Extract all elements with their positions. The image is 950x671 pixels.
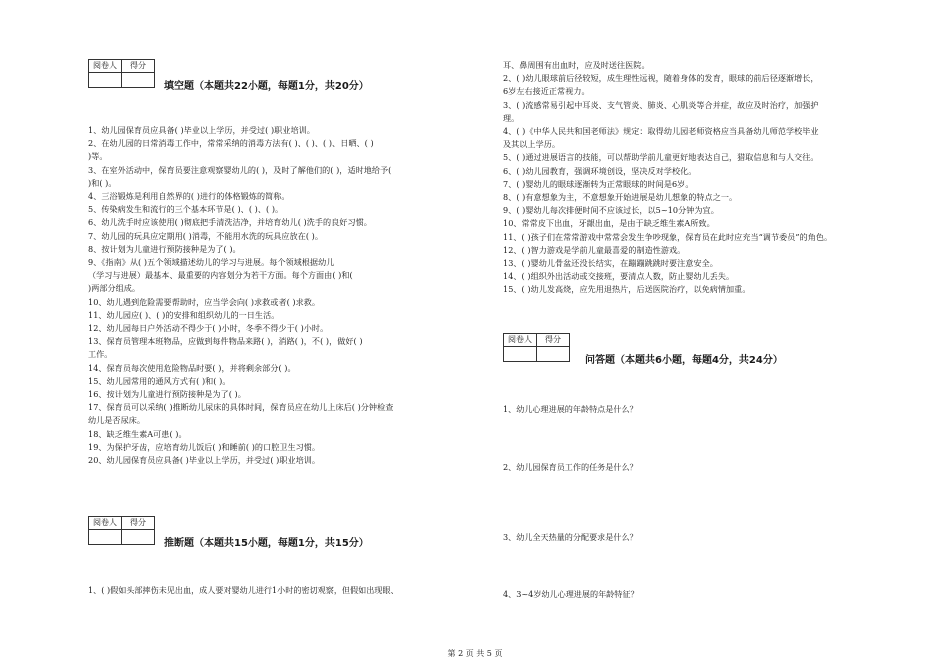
question-line: 工作。 (88, 349, 113, 360)
score-cell (122, 73, 155, 88)
page-footer: 第 2 页 共 5 页 (447, 649, 503, 658)
reviewer-label: 阅卷人 (504, 334, 537, 347)
qa-question: 3、幼儿全天热量的分配要求是什么？ (503, 532, 638, 542)
question-line: 12、( )智力游戏是学前儿童最喜爱的制造性游戏。 (503, 244, 686, 255)
fill-section-title: 填空题（本题共22小题，每题1分，共20分） (164, 81, 369, 92)
question-line: )两部分组成。 (88, 283, 141, 294)
judge-question-list (503, 59, 832, 297)
question-line: 2、在幼儿园的日常消毒工作中，常常采纳的消毒方法有( )、( )、( )、日晒、( ) (88, 138, 374, 149)
question-line: 13、保育员管理本班物品，应做到每件物品来路( )，消路( )，不( )，做好( ) (88, 336, 363, 347)
question-line: 幼儿是否尿床。 (88, 415, 146, 426)
question-line: 9、《指南》从( )五个领域描述幼儿的学习与进展。每个领域根据幼儿 (88, 257, 335, 268)
question-line: 6、幼儿洗手时应该使用( )彻底把手清洗洁净，并培育幼儿( )洗手的良好习惯。 (88, 217, 372, 228)
question-line: 11、( )孩子们在常常游戏中常常会发生争吵现象，保育员在此时应充当“调节委员”的角色。 (503, 231, 833, 242)
qa-question: 2、幼儿园保育员工作的任务是什么？ (503, 462, 638, 472)
question-line: 10、幼儿遇到危险需要帮助时，应当学会向( )求救或者( )求救。 (88, 296, 321, 307)
question-line: （学习与进展）最基本、最重要的内容划分为若干方面。每个方面由( )和( (88, 270, 353, 281)
question-line: 18、缺乏维生素A可患( )。 (88, 428, 187, 439)
question-line: 3、在室外活动中，保育员要注意观察婴幼儿的( )，及时了解他们的( )，适时地给予( (88, 164, 392, 175)
question-line: 耳、鼻周围有出血时，应及时送往医院。 (503, 60, 650, 70)
score-table-judge (88, 516, 155, 545)
question-line: )和( )。 (88, 177, 117, 188)
qa-question: 1、幼儿心理进展的年龄特点是什么？ (503, 404, 638, 414)
score-label: 得分 (122, 60, 155, 73)
judge-question-first-line: 1、( )假如头部摔伤未见出血，成人要对婴幼儿进行1小时的密切观察，但假如出现眼、 (88, 585, 399, 595)
question-line: 15、幼儿园常用的通风方式有( )和( )。 (88, 375, 231, 386)
question-line: 4、三浴锻炼是利用自然界的( )进行的体格锻炼的简称。 (88, 191, 290, 202)
question-line: 20、幼儿园保育员应具备( )毕业以上学历，并受过( )职业培训。 (88, 455, 321, 466)
score-cell (537, 347, 570, 362)
question-line: 6岁左右接近正常视力。 (503, 86, 590, 97)
score-table-fill (88, 59, 155, 88)
reviewer-cell (89, 530, 122, 545)
question-line: 19、为保护牙齿，应培育幼儿饭后( )和睡前( )的口腔卫生习惯。 (88, 441, 321, 452)
question-line: 11、幼儿园应( )、( )的安排和组织幼儿的一日生活。 (88, 309, 280, 320)
reviewer-label: 阅卷人 (89, 60, 122, 73)
score-label: 得分 (537, 334, 570, 347)
score-table-qa (503, 333, 570, 362)
question-line: 5、( )通过进展语言的技能，可以帮助学前儿童更好地表达自己，猎取信息和与人交往。 (503, 152, 819, 163)
score-cell (122, 530, 155, 545)
question-line: 2、( )幼儿眼球前后径较短，成生理性远视，随着身体的发育，眼球的前后径逐渐增长， (503, 73, 819, 84)
question-line: 14、保育员每次使用危险物品时要( )，并将剩余部分( )。 (88, 362, 296, 373)
reviewer-cell (504, 347, 537, 362)
question-line: 15、( )幼儿发高烧，应先用退热片，后送医院治疗，以免病情加重。 (503, 284, 751, 295)
question-line: 4、( )《中华人民共和国老师法》规定：取得幼儿园老师资格应当具备幼儿师范学校毕业 (503, 126, 819, 137)
question-line: 1、幼儿园保育员应具备( )毕业以上学历，并受过( )职业培训。 (88, 125, 315, 135)
question-line: 及其以上学历。 (503, 139, 561, 150)
question-line: 7、幼儿园的玩具应定期用( )消毒，不能用水洗的玩具应放在( )。 (88, 230, 324, 241)
question-line: 8、按计划为儿童进行预防接种是为了( )。 (88, 243, 241, 254)
question-line: 16、按计划为儿童进行预防接种是为了( )。 (88, 389, 246, 400)
question-line: 8、( )有意想象为主，不意想象开始进展是幼儿想象的特点之一。 (503, 192, 738, 203)
question-line: 理。 (503, 112, 520, 123)
fill-question-list (88, 124, 393, 467)
qa-section-title: 问答题（本题共6小题，每题4分，共24分） (585, 355, 783, 366)
reviewer-label: 阅卷人 (89, 517, 122, 530)
question-line: 13、( )婴幼儿骨盆还没长结实，在蹦蹦跳跳时要注意安全。 (503, 258, 718, 269)
question-line: 12、幼儿园每日户外活动不得少于( )小时，冬季不得少于( )小时。 (88, 323, 329, 334)
question-line: 9、( )婴幼儿每次排便时间不应该过长，以5~10分钟为宜。 (503, 205, 719, 216)
question-line: 3、( )流感常易引起中耳炎、支气管炎、肺炎、心肌炎等合并症，故应及时治疗，加强护 (503, 99, 819, 110)
question-line: )等。 (88, 151, 108, 162)
question-line: 7、( )婴幼儿的眼球逐渐转为正常眼球的时间是6岁。 (503, 178, 694, 189)
judge-section-title: 推断题（本题共15小题，每题1分，共15分） (164, 538, 369, 549)
question-line: 5、传染病发生和流行的三个基本环节是( )、( )、( )。 (88, 204, 284, 215)
reviewer-cell (89, 73, 122, 88)
question-line: 14、( )组织外出活动或交接班，要清点人数，防止婴幼儿丢失。 (503, 271, 735, 282)
qa-question: 4、3~4岁幼儿心理进展的年龄特征？ (503, 589, 639, 599)
question-line: 17、保育员可以采纳( )推断幼儿尿床的具体时间，保育员应在幼儿上床后( )分钟检查 (88, 402, 394, 413)
question-line: 6、( )幼儿园教育，强调环境创设，坚决反对学校化。 (503, 165, 697, 176)
score-label: 得分 (122, 517, 155, 530)
question-line: 10、常常皮下出血，牙龈出血，是由于缺乏维生素A所致。 (503, 218, 715, 229)
